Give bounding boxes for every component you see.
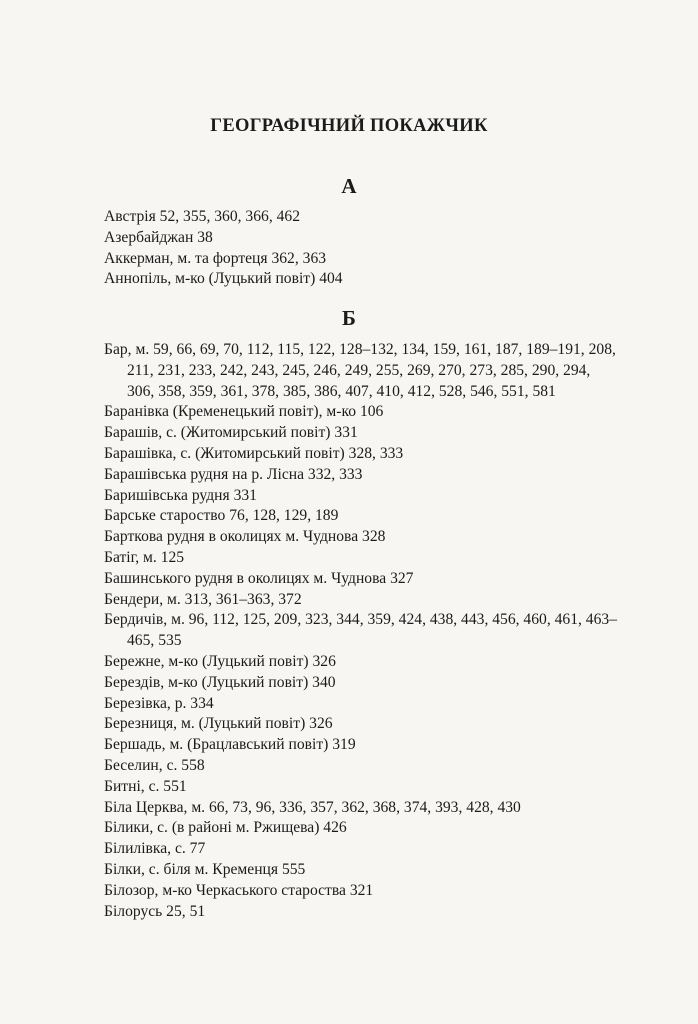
list-item: Берездів, м-ко (Луцький повіт) 340	[104, 673, 336, 691]
list-item: Біла Церква, м. 66, 73, 96, 336, 357, 362, 368, 374, 393, 428, 430	[104, 798, 521, 816]
list-item: Білки, с. біля м. Кременця 555	[104, 860, 306, 878]
list-item: Барашівка, с. (Житомирський повіт) 328, 333	[104, 444, 404, 462]
entries-b	[104, 340, 620, 922]
list-item: Бар, м. 59, 66, 69, 70, 112, 115, 122, 128–132, 134, 159, 161, 187, 189–191, 208, 211, 231, 233, 242, 243, 245, 246, 249, 255, 269, 270, 273, 285, 290, 294, 306, 358, 359, 361, 378, 385, 386, 407, 410, 412, 528, 546, 551, 581	[104, 341, 616, 400]
list-item: Березівка, р. 334	[104, 694, 214, 712]
list-item: Березниця, м. (Луцький повіт) 326	[104, 715, 333, 733]
list-item: Австрія 52, 355, 360, 366, 462	[104, 208, 301, 225]
list-item: Білики, с. (в районі м. Ржищева) 426	[104, 819, 347, 837]
list-item: Барткова рудня в околицях м. Чуднова 328	[104, 528, 386, 546]
list-item: Беселин, с. 558	[104, 756, 205, 774]
page-title: ГЕОГРАФІЧНИЙ ПОКАЖЧИК	[210, 116, 488, 136]
list-item: Білозор, м-ко Черкаського староства 321	[104, 881, 374, 899]
list-item: Батіг, м. 125	[104, 548, 185, 566]
list-item: Башинського рудня в околицях м. Чуднова 327	[104, 569, 414, 587]
list-item: Барашівська рудня на р. Лісна 332, 333	[104, 465, 363, 483]
list-item: Барашів, с. (Житомирський повіт) 331	[104, 424, 358, 442]
section-letter-b: Б	[342, 306, 356, 330]
list-item: Барське староство 76, 128, 129, 189	[104, 507, 339, 525]
list-item: Білорусь 25, 51	[104, 902, 206, 920]
section-letter-a: А	[341, 174, 357, 198]
list-item: Баранівка (Кременецький повіт), м-ко 106	[104, 403, 384, 421]
list-item: Аннопіль, м-ко (Луцький повіт) 404	[104, 270, 343, 288]
list-item: Бендери, м. 313, 361–363, 372	[104, 590, 302, 608]
list-item: Аккерман, м. та фортеця 362, 363	[104, 249, 327, 267]
entries-a	[104, 207, 620, 290]
list-item: Битні, с. 551	[104, 777, 187, 795]
list-item: Баришівська рудня 331	[104, 486, 257, 504]
list-item: Білилівка, с. 77	[104, 840, 206, 858]
list-item: Бережне, м-ко (Луцький повіт) 326	[104, 652, 336, 670]
list-item: Бердичів, м. 96, 112, 125, 209, 323, 344, 359, 424, 438, 443, 456, 460, 461, 463–465, 535	[104, 611, 617, 650]
list-item: Азербайджан 38	[104, 228, 213, 246]
list-item: Бершадь, м. (Брацлавський повіт) 319	[104, 736, 356, 754]
